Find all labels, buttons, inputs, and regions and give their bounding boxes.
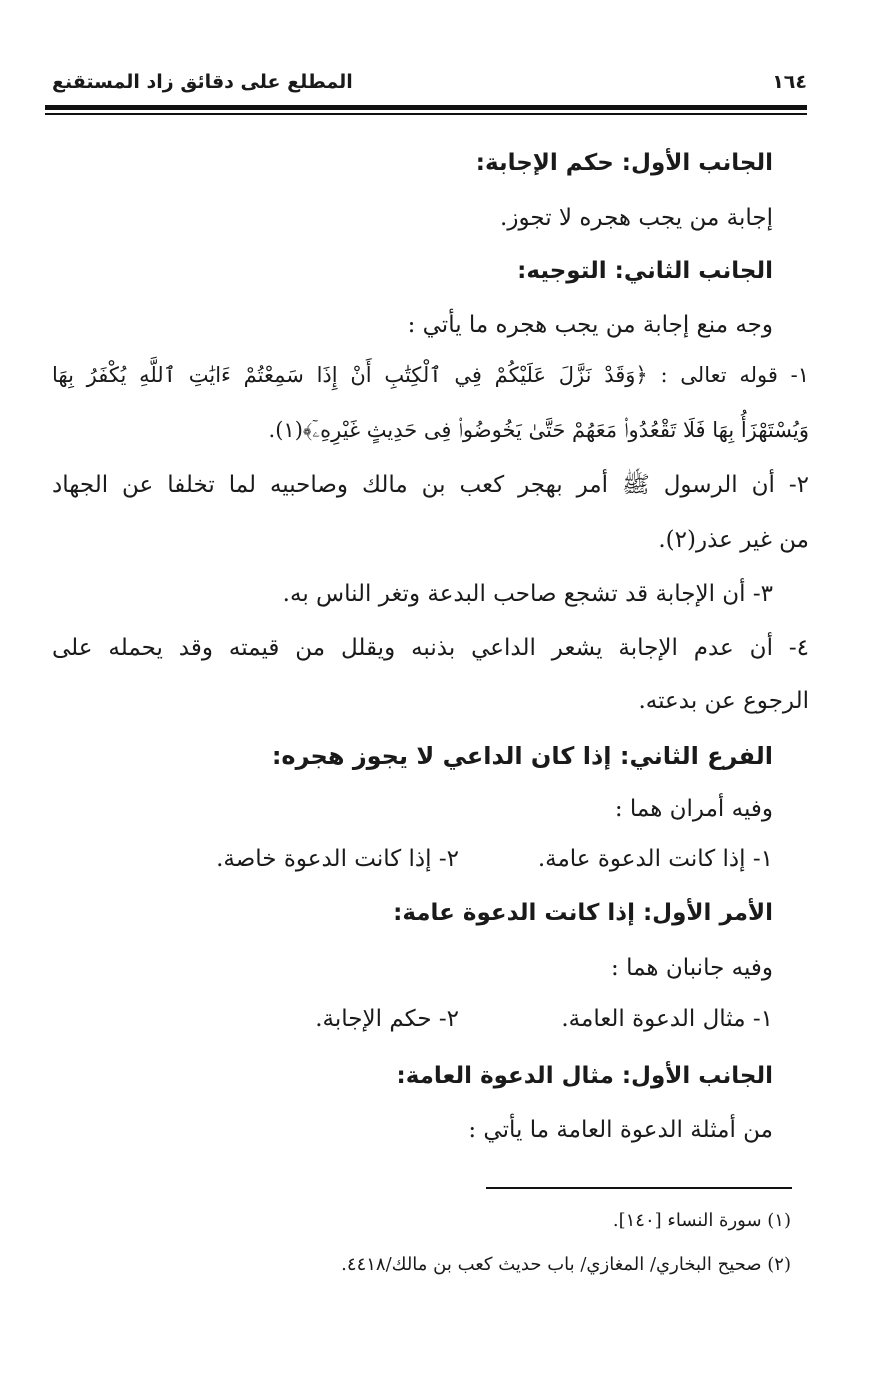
book-title: المطلع على دقائق زاد المستقنع: [52, 71, 353, 93]
footnote-2: (٢) صحيح البخاري/ المغازي/ باب حديث كعب بن مالك/٤٤١٨.: [341, 1254, 791, 1275]
paragraph-9: من أمثلة الدعوة العامة ما يأتي :: [468, 1117, 773, 1143]
quran-verse-line-1: ١- قوله تعالى : ﴿وَقَدْ نَزَّلَ عَلَيْكُمْ فِي ٱلْكِتَٰبِ أَنْ إِذَا سَمِعْتُمْ ءَايَٰتِ ٱللَّهِ يُكْفَرُ بِهَا: [52, 363, 809, 387]
paragraph-4-line-1: ٢- أن الرسول ﷺ أمر بهجر كعب بن مالك وصاحبيه لما تخلفا عن الجهاد: [52, 472, 809, 498]
paragraph-7: وفيه أمران هما :: [614, 796, 773, 822]
page-number: ١٦٤: [772, 71, 807, 93]
footnote-1: (١) سورة النساء [١٤٠].: [612, 1210, 791, 1231]
footnote-separator: [486, 1187, 792, 1189]
header-rule-thick: [45, 105, 807, 110]
paragraph-2: وجه منع إجابة من يجب هجره ما يأتي :: [407, 312, 773, 338]
header-rule-thin: [45, 113, 807, 115]
paragraph-4-line-2: من غير عذر(٢).: [658, 527, 809, 553]
list-2-item-2: ٢- حكم الإجابة.: [315, 1006, 459, 1032]
paragraph-5: ٣- أن الإجابة قد تشجع صاحب البدعة وتغر الناس به.: [282, 581, 773, 607]
heading-aspect-1: الجانب الأول: حكم الإجابة:: [475, 150, 773, 176]
list-1-item-2: ٢- إذا كانت الدعوة خاصة.: [216, 846, 459, 872]
paragraph-6-line-2: الرجوع عن بدعته.: [638, 688, 809, 714]
quran-verse-line-2: وَيُسْتَهْزَأُ بِهَا فَلَا تَقْعُدُوا۟ مَعَهُمْ حَتَّىٰ يَخُوضُوا۟ فِى حَدِيثٍ غَيْرِهِۦٓ﴾(١).: [268, 418, 809, 442]
heading-aspect-1b: الجانب الأول: مثال الدعوة العامة:: [396, 1063, 773, 1089]
list-2-item-1: ١- مثال الدعوة العامة.: [561, 1006, 773, 1032]
heading-aspect-2: الجانب الثاني: التوجيه:: [517, 258, 773, 284]
heading-branch-2: الفرع الثاني: إذا كان الداعي لا يجوز هجره:: [271, 742, 773, 770]
list-1-item-1: ١- إذا كانت الدعوة عامة.: [537, 846, 773, 872]
paragraph-6-line-1: ٤- أن عدم الإجابة يشعر الداعي بذنبه ويقلل من قيمته وقد يحمله على: [52, 635, 809, 661]
page-header: [52, 62, 807, 102]
heading-matter-1: الأمر الأول: إذا كانت الدعوة عامة:: [393, 900, 773, 926]
paragraph-1: إجابة من يجب هجره لا تجوز.: [500, 205, 773, 231]
paragraph-8: وفيه جانبان هما :: [611, 955, 773, 981]
